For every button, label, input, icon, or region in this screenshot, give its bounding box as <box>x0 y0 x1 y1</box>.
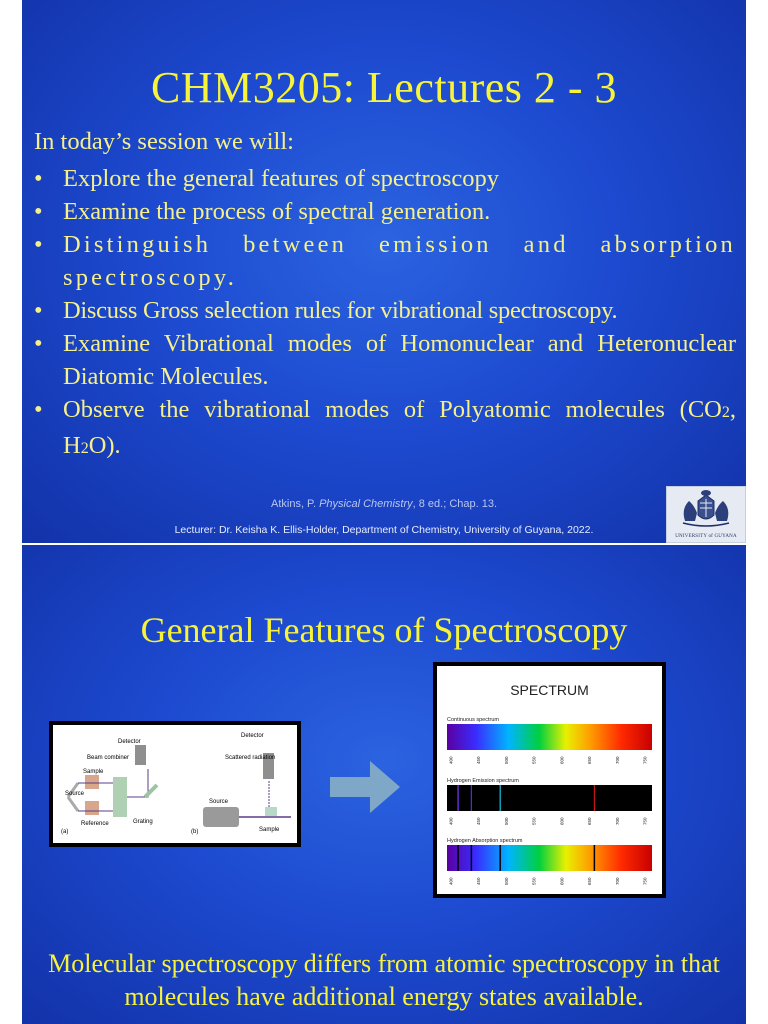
tick-label: 450 <box>476 877 482 885</box>
right-arrow-icon <box>328 757 402 817</box>
tick-label: 500 <box>503 756 509 764</box>
bullet-text: Explore the general features of spectroscopy <box>63 165 500 192</box>
bullet-dot-icon: • <box>34 198 43 225</box>
reference-cell-icon <box>85 801 99 815</box>
tick-label: 600 <box>559 877 565 885</box>
tick-label: 400 <box>448 817 454 825</box>
svg-text:Beam combiner: Beam combiner <box>87 755 130 761</box>
continuous-label: Continuous spectrum <box>447 717 499 723</box>
slide-1-title: CHM3205: Lectures 2 - 3 <box>150 63 618 112</box>
spectrum-figure <box>433 662 666 898</box>
tick-label: 650 <box>587 817 593 825</box>
svg-text:Source: Source <box>209 799 229 805</box>
tick-label: 550 <box>531 817 537 825</box>
tick-label: 550 <box>531 756 537 764</box>
bullet-text: Examine the process of spectral generation. <box>63 198 491 225</box>
tick-label: 750 <box>642 817 648 825</box>
svg-text:Sample: Sample <box>259 827 280 833</box>
grating-icon <box>145 785 157 797</box>
tick-label: 700 <box>614 817 620 825</box>
slide-2 <box>22 545 746 1024</box>
source-a-icon <box>68 783 78 811</box>
svg-text:Source: Source <box>65 791 85 797</box>
bottom-statement: Molecular spectroscopy differs from atomic spectroscopy in that molecules have additional energy states available. <box>48 949 720 1011</box>
bullet-dot-icon: • <box>34 330 43 357</box>
svg-text:(b): (b) <box>191 829 199 835</box>
slide-2-title: General Features of Spectroscopy <box>140 610 628 650</box>
tick-label: 750 <box>642 756 648 764</box>
slide-1 <box>22 0 746 543</box>
bullet-item <box>34 294 736 327</box>
continuous-ticks <box>449 756 648 764</box>
svg-text:Scattered radiation: Scattered radiation <box>225 755 276 761</box>
bullet-dot-icon: • <box>34 396 43 423</box>
spectrometer-diagram <box>53 725 297 843</box>
svg-text:Reference: Reference <box>81 821 109 827</box>
bullet-text: Observe the vibrational modes of Polyatomic molecules (CO2, H2O). <box>63 396 736 459</box>
bullet-item <box>34 195 736 228</box>
logo-text: UNIVERSITY of GUYANA <box>675 534 737 539</box>
tick-label: 750 <box>642 877 648 885</box>
tick-label: 550 <box>531 877 537 885</box>
crest-icon <box>667 487 745 531</box>
tick-label: 500 <box>503 817 509 825</box>
bullet-item <box>34 327 736 393</box>
tick-label: 650 <box>587 756 593 764</box>
tick-label: 400 <box>448 756 454 764</box>
tick-label: 400 <box>448 877 454 885</box>
svg-text:Detector: Detector <box>241 733 264 739</box>
absorption-band <box>447 845 652 871</box>
bullet-dot-icon: • <box>34 165 43 192</box>
detector-a-icon <box>135 745 146 765</box>
reference-citation: Atkins, P. Physical Chemistry, 8 ed.; Chap. 13. <box>270 498 498 510</box>
sample-cell-a-icon <box>85 775 99 789</box>
svg-text:Sample: Sample <box>83 769 104 775</box>
source-b-icon <box>203 807 239 827</box>
spectrum-title: SPECTRUM <box>510 682 589 698</box>
bullet-item <box>34 162 736 195</box>
objectives-list <box>34 162 736 465</box>
spectrum-chart <box>437 666 662 894</box>
bullet-text: Discuss Gross selection rules for vibrational spectroscopy. <box>63 297 618 324</box>
tick-label: 700 <box>614 877 620 885</box>
university-logo <box>666 486 746 543</box>
tick-label: 650 <box>587 877 593 885</box>
absorption-ticks <box>449 877 648 885</box>
intro-text: In today’s session we will: <box>34 128 294 155</box>
bullet-text: Examine Vibrational modes of Homonuclear and Heteronuclear Diatomic Molecules. <box>63 330 736 390</box>
bullet-item <box>34 228 736 294</box>
sample-b-icon <box>265 807 277 816</box>
emission-ticks <box>449 817 648 825</box>
instrument-figure <box>49 721 301 847</box>
bullet-dot-icon: • <box>34 231 43 258</box>
svg-text:Detector: Detector <box>118 739 141 745</box>
bullet-item <box>34 393 736 465</box>
lecturer-credit: Lecturer: Dr. Keisha K. Ellis-Holder, Department of Chemistry, University of Guyana, 2022. <box>174 524 594 536</box>
bullet-text: Distinguish between emission and absorption spectroscopy. <box>63 231 736 291</box>
svg-text:Grating: Grating <box>133 819 153 825</box>
emission-label: Hydrogen Emission spectrum <box>447 778 519 784</box>
continuous-band <box>447 724 652 750</box>
svg-text:(a): (a) <box>61 829 69 835</box>
tick-label: 450 <box>476 817 482 825</box>
emission-band <box>447 785 652 811</box>
tick-label: 600 <box>559 817 565 825</box>
absorption-label: Hydrogen Absorption spectrum <box>447 838 523 844</box>
tick-label: 450 <box>476 756 482 764</box>
tick-label: 500 <box>503 877 509 885</box>
tick-label: 600 <box>559 756 565 764</box>
bullet-dot-icon: • <box>34 297 43 324</box>
beam-combiner-icon <box>113 777 127 817</box>
tick-label: 700 <box>614 756 620 764</box>
